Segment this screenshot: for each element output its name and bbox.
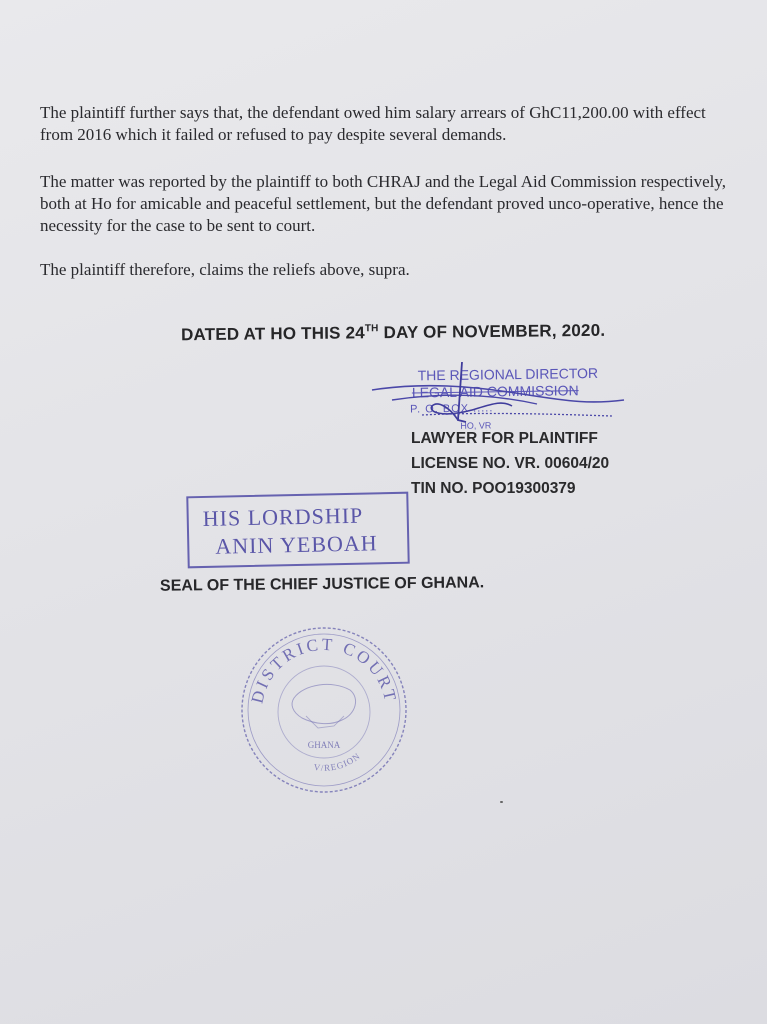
seal-top-text: DISTRICT COURT: [247, 634, 401, 706]
paper-speck: [500, 801, 503, 803]
stamp-line-commission: LEGAL AID COMMISSION: [411, 382, 579, 401]
lordship-line-1: HIS LORDSHIP: [202, 502, 364, 531]
his-lordship-stamp: [186, 492, 409, 569]
paragraph-salary-arrears: The plaintiff further says that, the defendant owed him salary arrears of GhC11,200.00 with effect from 2016 which it failed or refused to pay despite several demands.: [40, 103, 706, 144]
district-court-seal-icon: [234, 620, 414, 800]
dated-line: [181, 321, 605, 345]
dated-suffix-ordinal: TH: [364, 323, 379, 335]
lordship-line-2: ANIN YEBOAH: [215, 530, 378, 559]
lawyer-details: [411, 426, 609, 501]
seal-bottom-text: V/REGION: [313, 750, 363, 773]
paragraph-claims-reliefs: The plaintiff therefore, claims the reliefs above, supra.: [40, 260, 410, 279]
seal-caption: SEAL OF THE CHIEF JUSTICE OF GHANA.: [159, 574, 485, 595]
lawyer-role: LAWYER FOR PLAINTIFF: [411, 430, 598, 447]
stamp-line-box: P. O. BOX .....: [410, 402, 494, 416]
lawyer-license: LICENSE NO. VR. 00604/20: [411, 455, 610, 472]
lawyer-tin: TIN NO. POO19300379: [411, 480, 576, 497]
stamp-line-title: THE REGIONAL DIRECTOR: [417, 364, 599, 384]
seal-center-text: GHANA: [307, 740, 341, 750]
dated-suffix: DAY OF NOVEMBER, 2020.: [378, 320, 606, 343]
paragraph-matter-reported: The matter was reported by the plaintiff to both CHRAJ and the Legal Aid Commission respectively, both at Ho for amicable and peaceful settlement, but the defendant proved unco-operative, hence the necessity for the case to be sent to court.: [40, 172, 727, 235]
svg-text:V/REGION: [313, 751, 362, 773]
dated-prefix: DATED AT HO THIS 24: [180, 323, 365, 345]
svg-text:DISTRICT COURT: [247, 635, 400, 706]
stamp-line-location: HO, VR: [460, 420, 492, 431]
